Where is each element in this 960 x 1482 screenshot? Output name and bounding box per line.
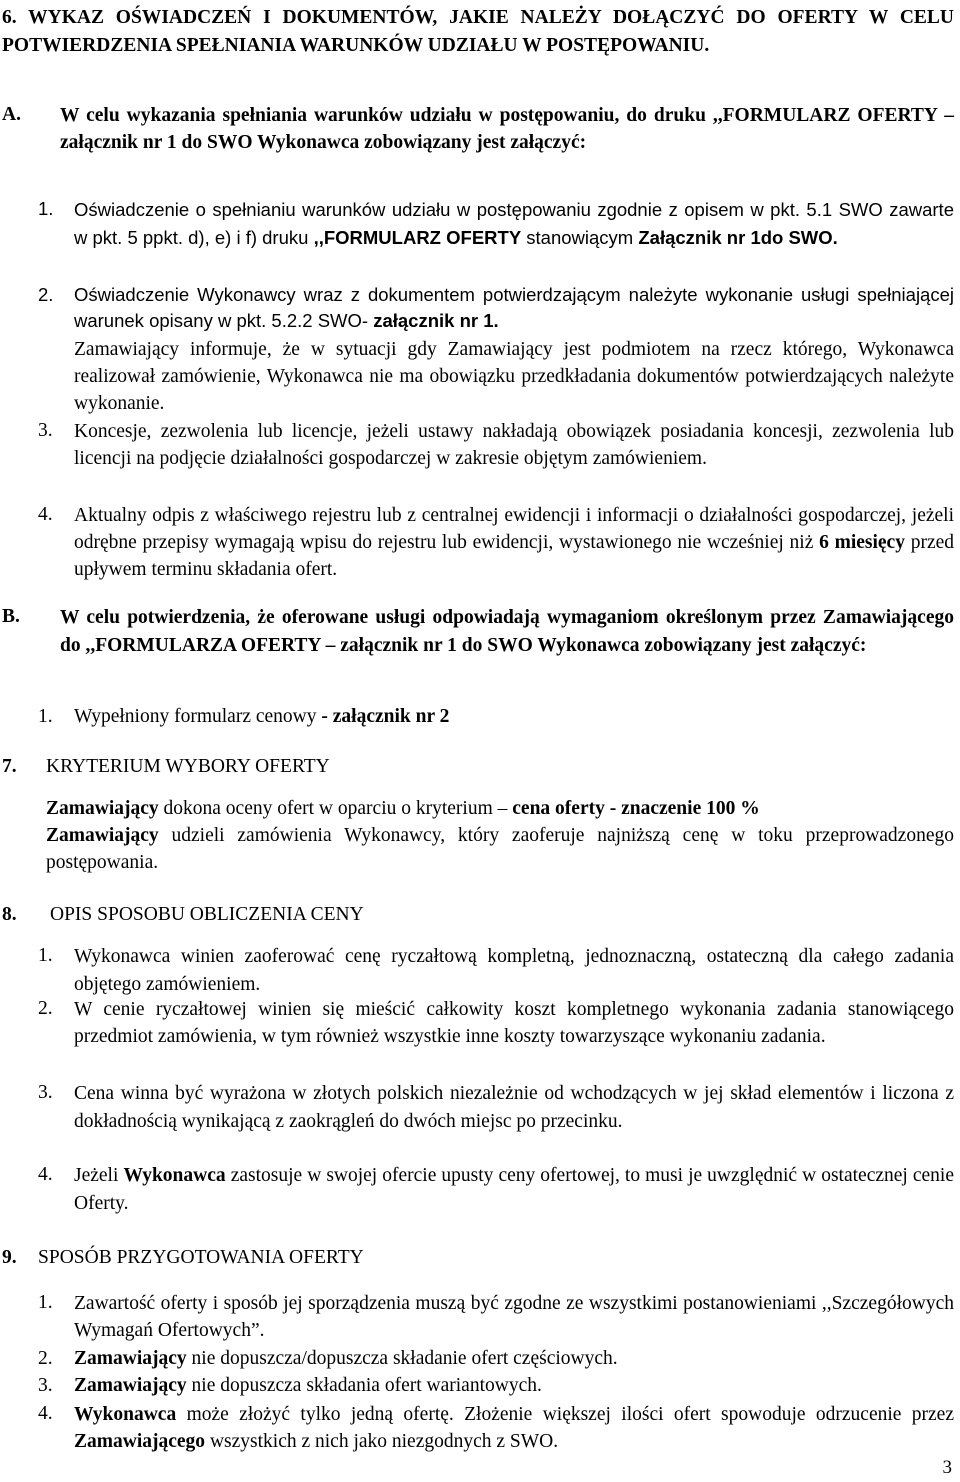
section-7-number: 7.	[2, 756, 17, 777]
section-9-heading: SPOSÓB PRZYGOTOWANIA OFERTY	[38, 1247, 364, 1268]
a-item-2-number: 2.	[38, 284, 54, 305]
s9-item-2-text: Zamawiający nie dopuszcza/dopuszcza składanie ofert częściowych.	[74, 1348, 618, 1369]
a-item-2-text: Oświadczenie Wykonawcy wraz z dokumentem potwierdzającym należyte wykonanie usługi spełniającej warunek opisany w pkt. 5.2.2 SWO- załącznik nr 1.	[74, 284, 954, 331]
a-item-2-note: Zamawiający informuje, że w sytuacji gdy Zamawiający jest podmiotem na rzecz którego, Wykonawca realizował zamówienie, Wykonawca nie ma obowiązku przedkładania dokumentów potwierdzających należyte wykonanie.	[74, 339, 954, 414]
section-9-number: 9.	[2, 1247, 17, 1268]
s8-item-2-text: W cenie ryczałtowej winien się mieścić całkowity koszt kompletnego wykonania zadania stanowiącego przedmiot zamówienia, w tym również wszystkie inne koszty towarzyszące wykonaniu zadania.	[74, 999, 954, 1047]
s9-item-2-number: 2.	[38, 1348, 53, 1369]
subsection-a-label: A.	[2, 104, 21, 125]
section-7-paragraph-2: Zamawiający udzieli zamówienia Wykonawcy, który zaoferuje najniższą cenę w toku przeprowadzonego postępowania.	[46, 825, 954, 873]
a-item-3-text: Koncesje, zezwolenia lub licencje, jeżeli ustawy nakładają obowiązek posiadania koncesji, zezwolenia lub licencji na podjęcie działalności gospodarczej w zakresie objętym zamówieniem.	[74, 421, 954, 469]
s8-item-3-text: Cena winna być wyrażona w złotych polskich niezależnie od wchodzących w jej skład elementów i liczona z dokładnością wynikającą z zaokrągleń do dwóch miejsc po przecinku.	[74, 1083, 954, 1132]
section-6-heading: 6. WYKAZ OŚWIADCZEŃ I DOKUMENTÓW, JAKIE NALEŻY DOŁĄCZYĆ DO OFERTY W CELU POTWIERDZENIA SPEŁNIANIA WARUNKÓW UDZIAŁU W POSTĘPOWANIU.	[2, 7, 954, 56]
s8-item-1-text: Wykonawca winien zaoferować cenę ryczałtową kompletną, jednoznaczną, ostateczną dla całego zadania objętego zamówieniem.	[74, 946, 954, 995]
section-8-heading: OPIS SPOSOBU OBLICZENIA CENY	[50, 904, 364, 925]
subsection-b-label: B.	[2, 606, 20, 627]
s9-item-1-number: 1.	[38, 1292, 53, 1313]
section-7-heading: KRYTERIUM WYBORY OFERTY	[46, 756, 330, 777]
s8-item-2-number: 2.	[38, 998, 53, 1019]
subsection-a-text: W celu wykazania spełniania warunków udziału w postępowaniu, do druku ,,FORMULARZ OFERTY – załącznik nr 1 do SWO Wykonawca zobowiązany jest załączyć:	[60, 105, 954, 153]
a-item-1-number: 1.	[38, 198, 54, 219]
s8-item-3-number: 3.	[38, 1082, 53, 1103]
s9-item-4-number: 4.	[38, 1403, 53, 1424]
s9-item-3-number: 3.	[38, 1375, 53, 1396]
a-item-1-text: Oświadczenie o spełnianiu warunków udziału w postępowaniu zgodnie z opisem w pkt. 5.1 SWO zawarte w pkt. 5 ppkt. d), e) i f) druku ,,FORMULARZ OFERTY stanowiącym Załącznik nr 1do SWO.	[74, 199, 954, 248]
a-item-4-number: 4.	[38, 504, 53, 525]
a-item-4-text: Aktualny odpis z właściwego rejestru lub z centralnej ewidencji i informacji o działalności gospodarczej, jeżeli odrębne przepisy wymagają wpisu do rejestru lub ewidencji, wystawionego nie wcześniej niż 6 miesięcy przed upływem terminu składania ofert.	[74, 505, 955, 580]
b-item-1-text: Wypełniony formularz cenowy - załącznik nr 2	[74, 706, 450, 727]
s8-item-4-text: Jeżeli Wykonawca zastosuje w swojej ofercie upusty ceny ofertowej, to musi je uwzględnić w ostatecznej cenie Oferty.	[74, 1165, 955, 1214]
s9-item-1-text: Zawartość oferty i sposób jej sporządzenia muszą być zgodne ze wszystkimi postanowieniami ,,Szczegółowych Wymagań Ofertowych”.	[74, 1293, 954, 1341]
page-number: 3	[942, 1457, 952, 1478]
subsection-b-text: W celu potwierdzenia, że oferowane usługi odpowiadają wymaganiom określonym przez Zamawiającego do ,,FORMULARZA OFERTY – załącznik nr 1 do SWO Wykonawca zobowiązany jest załączyć:	[60, 607, 954, 656]
section-8-number: 8.	[2, 904, 17, 925]
b-item-1-number: 1.	[38, 706, 53, 727]
section-7-paragraph-1: Zamawiający dokona oceny ofert w oparciu o kryterium – cena oferty - znaczenie 100 %	[46, 798, 760, 819]
a-item-3-number: 3.	[38, 420, 53, 441]
s8-item-1-number: 1.	[38, 945, 53, 966]
s9-item-3-text: Zamawiający nie dopuszcza składania ofert wariantowych.	[74, 1375, 542, 1396]
s8-item-4-number: 4.	[38, 1164, 53, 1185]
s9-item-4-text: Wykonawca może złożyć tylko jedną ofertę. Złożenie większej ilości ofert spowoduje odrzucenie przez Zamawiającego wszystkich z nich jako niezgodnych z SWO.	[74, 1404, 954, 1452]
